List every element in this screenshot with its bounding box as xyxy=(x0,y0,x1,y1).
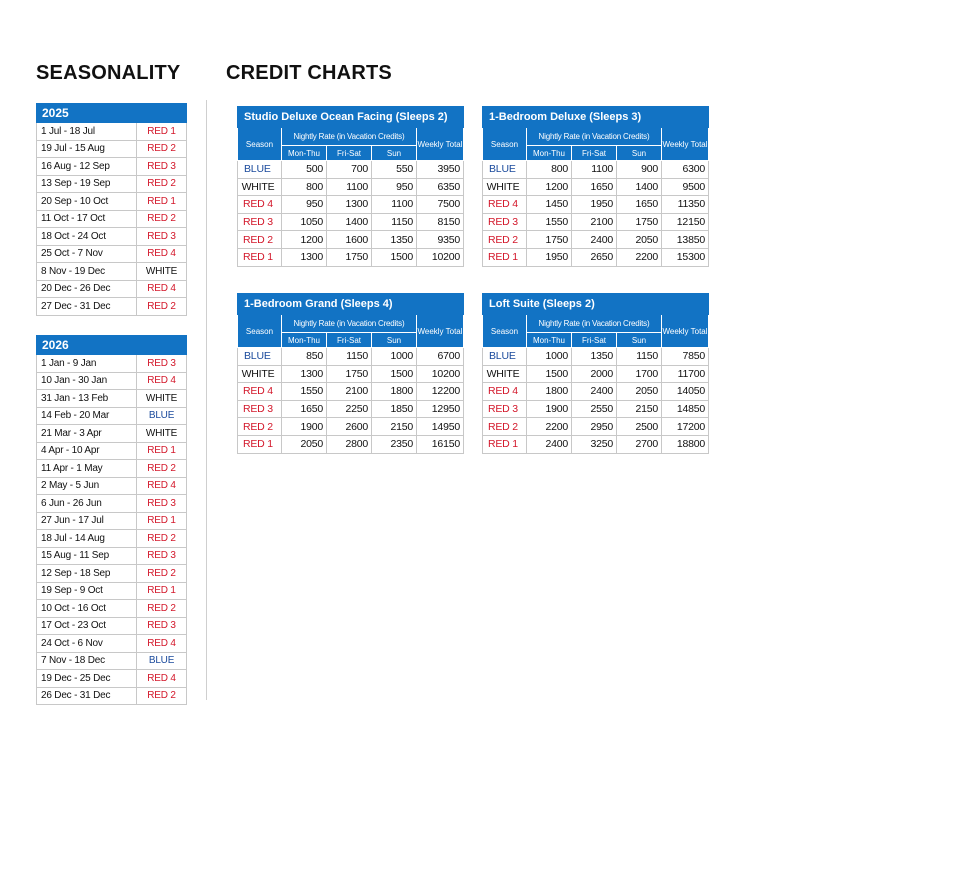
table-row xyxy=(483,161,709,179)
table-row xyxy=(37,140,187,158)
table-row xyxy=(483,248,709,266)
nightly-credit-value: 3250 xyxy=(572,435,617,453)
day-column-header: Fri-Sat xyxy=(572,333,617,348)
table-row xyxy=(37,512,187,530)
season-dates: 17 Oct - 23 Oct xyxy=(37,617,137,635)
table-row xyxy=(37,298,187,316)
table-row xyxy=(37,547,187,565)
weekly-total-value: 11350 xyxy=(662,196,709,214)
season-name: RED 1 xyxy=(238,248,282,266)
nightly-credit-value: 1100 xyxy=(572,161,617,179)
nightly-credit-value: 2050 xyxy=(282,435,327,453)
season-dates: 4 Apr - 10 Apr xyxy=(37,442,137,460)
season-name: RED 4 xyxy=(483,196,527,214)
season-dates: 31 Jan - 13 Feb xyxy=(37,390,137,408)
nightly-credit-value: 1200 xyxy=(527,178,572,196)
weekly-total-value: 10200 xyxy=(417,248,464,266)
table-row xyxy=(37,460,187,478)
season-name: RED 2 xyxy=(137,298,187,316)
season-name: RED 2 xyxy=(137,600,187,618)
season-name: RED 4 xyxy=(238,196,282,214)
table-row xyxy=(37,530,187,548)
nightly-credit-value: 2050 xyxy=(617,231,662,249)
nightly-credit-value: 950 xyxy=(282,196,327,214)
nightly-credit-value: 1500 xyxy=(527,365,572,383)
season-dates: 11 Apr - 1 May xyxy=(37,460,137,478)
nightly-credit-value: 1750 xyxy=(327,365,372,383)
weekly-total-header: Weekly Total xyxy=(417,315,464,348)
nightly-credit-value: 1150 xyxy=(372,213,417,231)
table-row xyxy=(483,178,709,196)
seasonality-year: 2025 xyxy=(37,104,187,123)
weekly-total-value: 10200 xyxy=(417,365,464,383)
table-row xyxy=(37,210,187,228)
nightly-credit-value: 2150 xyxy=(617,400,662,418)
credit-chart-table-0 xyxy=(237,106,464,267)
nightly-credit-value: 2800 xyxy=(327,435,372,453)
table-row xyxy=(483,231,709,249)
nightly-credit-value: 800 xyxy=(282,178,327,196)
nightly-credit-value: 1950 xyxy=(527,248,572,266)
nightly-rate-header: Nightly Rate (in Vacation Credits) xyxy=(282,315,417,333)
season-dates: 10 Jan - 30 Jan xyxy=(37,372,137,390)
season-dates: 12 Sep - 18 Sep xyxy=(37,565,137,583)
season-name: RED 2 xyxy=(137,140,187,158)
nightly-rate-header: Nightly Rate (in Vacation Credits) xyxy=(282,128,417,146)
season-dates: 11 Oct - 17 Oct xyxy=(37,210,137,228)
season-name: WHITE xyxy=(238,365,282,383)
season-dates: 24 Oct - 6 Nov xyxy=(37,635,137,653)
table-row xyxy=(37,582,187,600)
season-dates: 20 Dec - 26 Dec xyxy=(37,280,137,298)
season-dates: 27 Dec - 31 Dec xyxy=(37,298,137,316)
season-dates: 13 Sep - 19 Sep xyxy=(37,175,137,193)
table-row xyxy=(37,495,187,513)
credit-chart-table-1 xyxy=(482,106,709,267)
season-dates: 6 Jun - 26 Jun xyxy=(37,495,137,513)
season-name: RED 3 xyxy=(483,213,527,231)
day-column-header: Mon-Thu xyxy=(282,146,327,161)
nightly-credit-value: 2150 xyxy=(372,418,417,436)
nightly-credit-value: 2400 xyxy=(572,231,617,249)
nightly-credit-value: 1150 xyxy=(327,348,372,366)
credit-chart-table-3 xyxy=(482,293,709,454)
weekly-total-value: 15300 xyxy=(662,248,709,266)
season-dates: 15 Aug - 11 Sep xyxy=(37,547,137,565)
weekly-total-value: 12200 xyxy=(417,383,464,401)
nightly-credit-value: 1650 xyxy=(282,400,327,418)
day-column-header: Sun xyxy=(617,146,662,161)
season-dates: 8 Nov - 19 Dec xyxy=(37,263,137,281)
season-dates: 7 Nov - 18 Dec xyxy=(37,652,137,670)
nightly-credit-value: 950 xyxy=(372,178,417,196)
table-row xyxy=(238,400,464,418)
season-name: RED 1 xyxy=(137,582,187,600)
nightly-credit-value: 1300 xyxy=(282,248,327,266)
nightly-credit-value: 1000 xyxy=(372,348,417,366)
season-name: RED 2 xyxy=(483,231,527,249)
nightly-credit-value: 1350 xyxy=(572,348,617,366)
day-column-header: Mon-Thu xyxy=(527,333,572,348)
nightly-credit-value: 2100 xyxy=(327,383,372,401)
table-row xyxy=(37,670,187,688)
season-name: RED 2 xyxy=(137,565,187,583)
nightly-credit-value: 1750 xyxy=(327,248,372,266)
season-name: RED 2 xyxy=(137,687,187,705)
nightly-rate-header: Nightly Rate (in Vacation Credits) xyxy=(527,315,662,333)
seasonality-table-0 xyxy=(36,103,187,316)
season-name: RED 3 xyxy=(238,213,282,231)
nightly-credit-value: 1050 xyxy=(282,213,327,231)
credit-chart-table-2 xyxy=(237,293,464,454)
season-dates: 25 Oct - 7 Nov xyxy=(37,245,137,263)
table-row xyxy=(238,348,464,366)
nightly-credit-value: 1500 xyxy=(372,365,417,383)
season-name: RED 4 xyxy=(483,383,527,401)
season-name: RED 1 xyxy=(137,442,187,460)
table-row xyxy=(37,390,187,408)
table-row xyxy=(37,175,187,193)
room-type-title: Loft Suite (Sleeps 2) xyxy=(483,294,709,315)
season-name: WHITE xyxy=(137,390,187,408)
table-row xyxy=(238,161,464,179)
season-name: RED 3 xyxy=(137,355,187,373)
season-name: RED 3 xyxy=(137,228,187,246)
weekly-total-value: 6700 xyxy=(417,348,464,366)
nightly-credit-value: 1750 xyxy=(617,213,662,231)
season-name: RED 1 xyxy=(483,435,527,453)
season-name: RED 1 xyxy=(137,123,187,141)
table-row xyxy=(37,617,187,635)
season-name: RED 1 xyxy=(238,435,282,453)
room-type-title: 1-Bedroom Grand (Sleeps 4) xyxy=(238,294,464,315)
season-name: RED 2 xyxy=(137,210,187,228)
nightly-credit-value: 1800 xyxy=(372,383,417,401)
season-dates: 20 Sep - 10 Oct xyxy=(37,193,137,211)
day-column-header: Sun xyxy=(372,146,417,161)
season-column-header: Season xyxy=(238,315,282,348)
season-name: RED 3 xyxy=(137,158,187,176)
table-row xyxy=(37,687,187,705)
season-dates: 27 Jun - 17 Jul xyxy=(37,512,137,530)
season-name: RED 1 xyxy=(483,248,527,266)
table-row xyxy=(37,372,187,390)
season-name: BLUE xyxy=(483,161,527,179)
nightly-credit-value: 1500 xyxy=(372,248,417,266)
credit-charts-heading: CREDIT CHARTS xyxy=(226,62,392,84)
nightly-credit-value: 1750 xyxy=(527,231,572,249)
nightly-credit-value: 1450 xyxy=(527,196,572,214)
room-type-title: Studio Deluxe Ocean Facing (Sleeps 2) xyxy=(238,107,464,128)
season-name: BLUE xyxy=(137,407,187,425)
weekly-total-value: 11700 xyxy=(662,365,709,383)
table-row xyxy=(37,228,187,246)
season-name: RED 3 xyxy=(137,495,187,513)
season-column-header: Season xyxy=(483,315,527,348)
season-name: WHITE xyxy=(137,425,187,443)
nightly-credit-value: 1650 xyxy=(572,178,617,196)
table-row xyxy=(483,400,709,418)
season-name: WHITE xyxy=(483,365,527,383)
weekly-total-value: 8150 xyxy=(417,213,464,231)
nightly-credit-value: 1900 xyxy=(527,400,572,418)
season-name: BLUE xyxy=(238,161,282,179)
nightly-credit-value: 1350 xyxy=(372,231,417,249)
nightly-credit-value: 1200 xyxy=(282,231,327,249)
season-name: RED 1 xyxy=(137,193,187,211)
weekly-total-value: 7500 xyxy=(417,196,464,214)
weekly-total-header: Weekly Total xyxy=(662,128,709,161)
table-row xyxy=(37,425,187,443)
table-row xyxy=(238,418,464,436)
table-row xyxy=(483,418,709,436)
weekly-total-value: 6350 xyxy=(417,178,464,196)
season-dates: 18 Oct - 24 Oct xyxy=(37,228,137,246)
nightly-credit-value: 700 xyxy=(327,161,372,179)
table-row xyxy=(238,248,464,266)
season-name: RED 2 xyxy=(238,418,282,436)
nightly-credit-value: 2250 xyxy=(327,400,372,418)
nightly-credit-value: 1550 xyxy=(282,383,327,401)
season-name: RED 1 xyxy=(137,512,187,530)
table-row xyxy=(37,355,187,373)
season-name: RED 3 xyxy=(137,617,187,635)
table-row xyxy=(238,231,464,249)
table-row xyxy=(37,600,187,618)
season-dates: 19 Sep - 9 Oct xyxy=(37,582,137,600)
weekly-total-value: 17200 xyxy=(662,418,709,436)
season-name: BLUE xyxy=(483,348,527,366)
nightly-credit-value: 2600 xyxy=(327,418,372,436)
day-column-header: Sun xyxy=(372,333,417,348)
season-dates: 1 Jan - 9 Jan xyxy=(37,355,137,373)
table-row xyxy=(238,435,464,453)
season-name: RED 2 xyxy=(137,175,187,193)
season-dates: 16 Aug - 12 Sep xyxy=(37,158,137,176)
weekly-total-value: 7850 xyxy=(662,348,709,366)
table-row xyxy=(37,635,187,653)
weekly-total-value: 9350 xyxy=(417,231,464,249)
season-name: RED 4 xyxy=(137,635,187,653)
table-row xyxy=(483,365,709,383)
nightly-credit-value: 2550 xyxy=(572,400,617,418)
nightly-credit-value: 2200 xyxy=(527,418,572,436)
table-row xyxy=(37,193,187,211)
nightly-credit-value: 2350 xyxy=(372,435,417,453)
table-row xyxy=(37,158,187,176)
nightly-credit-value: 2400 xyxy=(572,383,617,401)
seasonality-year: 2026 xyxy=(37,336,187,355)
nightly-credit-value: 1650 xyxy=(617,196,662,214)
nightly-credit-value: 1400 xyxy=(327,213,372,231)
weekly-total-header: Weekly Total xyxy=(417,128,464,161)
nightly-credit-value: 1100 xyxy=(372,196,417,214)
season-dates: 18 Jul - 14 Aug xyxy=(37,530,137,548)
table-row xyxy=(238,365,464,383)
table-row xyxy=(37,123,187,141)
table-row xyxy=(37,565,187,583)
season-dates: 14 Feb - 20 Mar xyxy=(37,407,137,425)
nightly-credit-value: 2000 xyxy=(572,365,617,383)
season-name: RED 4 xyxy=(137,245,187,263)
nightly-credit-value: 1000 xyxy=(527,348,572,366)
table-row xyxy=(483,435,709,453)
table-row xyxy=(483,213,709,231)
nightly-credit-value: 1600 xyxy=(327,231,372,249)
season-name: WHITE xyxy=(483,178,527,196)
season-dates: 19 Jul - 15 Aug xyxy=(37,140,137,158)
nightly-credit-value: 1850 xyxy=(372,400,417,418)
nightly-credit-value: 1950 xyxy=(572,196,617,214)
room-type-title: 1-Bedroom Deluxe (Sleeps 3) xyxy=(483,107,709,128)
nightly-credit-value: 1800 xyxy=(527,383,572,401)
season-name: RED 4 xyxy=(137,477,187,495)
weekly-total-value: 14950 xyxy=(417,418,464,436)
nightly-credit-value: 1300 xyxy=(327,196,372,214)
nightly-credit-value: 2700 xyxy=(617,435,662,453)
nightly-credit-value: 500 xyxy=(282,161,327,179)
day-column-header: Sun xyxy=(617,333,662,348)
day-column-header: Mon-Thu xyxy=(282,333,327,348)
season-name: RED 2 xyxy=(238,231,282,249)
nightly-credit-value: 1900 xyxy=(282,418,327,436)
weekly-total-value: 18800 xyxy=(662,435,709,453)
weekly-total-header: Weekly Total xyxy=(662,315,709,348)
season-dates: 26 Dec - 31 Dec xyxy=(37,687,137,705)
day-column-header: Fri-Sat xyxy=(572,146,617,161)
weekly-total-value: 12150 xyxy=(662,213,709,231)
nightly-credit-value: 2650 xyxy=(572,248,617,266)
weekly-total-value: 12950 xyxy=(417,400,464,418)
nightly-credit-value: 1400 xyxy=(617,178,662,196)
table-row xyxy=(37,280,187,298)
table-row xyxy=(37,263,187,281)
table-row xyxy=(37,442,187,460)
season-dates: 19 Dec - 25 Dec xyxy=(37,670,137,688)
table-row xyxy=(483,348,709,366)
season-name: RED 4 xyxy=(137,372,187,390)
table-row xyxy=(37,407,187,425)
season-name: RED 4 xyxy=(137,280,187,298)
nightly-credit-value: 900 xyxy=(617,161,662,179)
table-row xyxy=(238,196,464,214)
season-name: BLUE xyxy=(137,652,187,670)
season-column-header: Season xyxy=(238,128,282,161)
nightly-credit-value: 2200 xyxy=(617,248,662,266)
table-row xyxy=(238,213,464,231)
seasonality-table-1 xyxy=(36,335,187,705)
nightly-credit-value: 550 xyxy=(372,161,417,179)
nightly-credit-value: 1300 xyxy=(282,365,327,383)
nightly-credit-value: 2950 xyxy=(572,418,617,436)
table-row xyxy=(37,477,187,495)
table-row xyxy=(238,383,464,401)
weekly-total-value: 3950 xyxy=(417,161,464,179)
season-name: RED 4 xyxy=(137,670,187,688)
season-name: RED 2 xyxy=(483,418,527,436)
weekly-total-value: 14850 xyxy=(662,400,709,418)
nightly-credit-value: 2100 xyxy=(572,213,617,231)
nightly-credit-value: 850 xyxy=(282,348,327,366)
nightly-credit-value: 800 xyxy=(527,161,572,179)
table-row xyxy=(483,383,709,401)
season-dates: 2 May - 5 Jun xyxy=(37,477,137,495)
season-column-header: Season xyxy=(483,128,527,161)
day-column-header: Fri-Sat xyxy=(327,333,372,348)
season-name: RED 4 xyxy=(238,383,282,401)
weekly-total-value: 16150 xyxy=(417,435,464,453)
seasonality-heading: SEASONALITY xyxy=(36,62,181,84)
nightly-credit-value: 2050 xyxy=(617,383,662,401)
weekly-total-value: 9500 xyxy=(662,178,709,196)
season-dates: 10 Oct - 16 Oct xyxy=(37,600,137,618)
season-name: WHITE xyxy=(137,263,187,281)
weekly-total-value: 14050 xyxy=(662,383,709,401)
season-dates: 1 Jul - 18 Jul xyxy=(37,123,137,141)
season-dates: 21 Mar - 3 Apr xyxy=(37,425,137,443)
nightly-credit-value: 2500 xyxy=(617,418,662,436)
table-row xyxy=(238,178,464,196)
season-name: BLUE xyxy=(238,348,282,366)
nightly-credit-value: 1150 xyxy=(617,348,662,366)
nightly-credit-value: 1550 xyxy=(527,213,572,231)
season-name: RED 3 xyxy=(483,400,527,418)
column-divider xyxy=(206,100,207,700)
table-row xyxy=(37,245,187,263)
season-name: RED 2 xyxy=(137,460,187,478)
season-name: RED 2 xyxy=(137,530,187,548)
nightly-credit-value: 2400 xyxy=(527,435,572,453)
nightly-credit-value: 1100 xyxy=(327,178,372,196)
table-row xyxy=(37,652,187,670)
day-column-header: Fri-Sat xyxy=(327,146,372,161)
weekly-total-value: 6300 xyxy=(662,161,709,179)
nightly-credit-value: 1700 xyxy=(617,365,662,383)
season-name: RED 3 xyxy=(137,547,187,565)
day-column-header: Mon-Thu xyxy=(527,146,572,161)
nightly-rate-header: Nightly Rate (in Vacation Credits) xyxy=(527,128,662,146)
weekly-total-value: 13850 xyxy=(662,231,709,249)
season-name: WHITE xyxy=(238,178,282,196)
table-row xyxy=(483,196,709,214)
season-name: RED 3 xyxy=(238,400,282,418)
